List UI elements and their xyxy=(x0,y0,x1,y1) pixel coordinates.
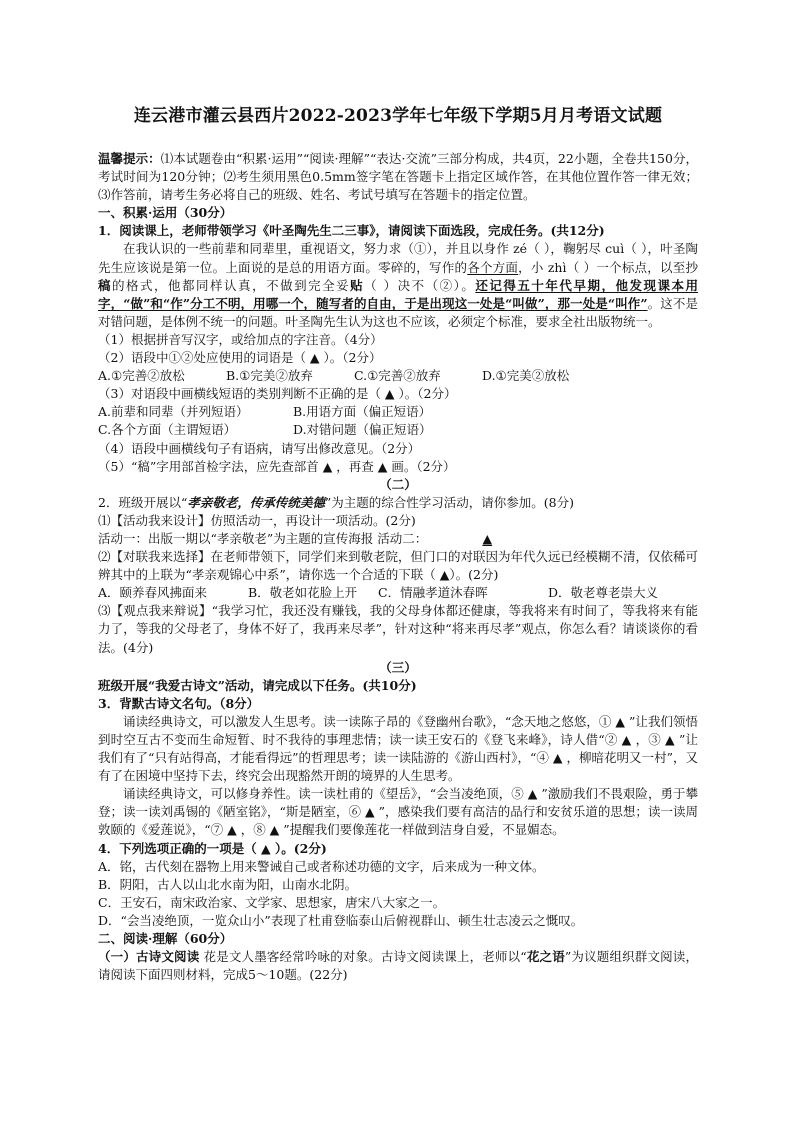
section-3-lead: 班级开展“我爱古诗文”活动，请完成以下任务。(共10分) xyxy=(98,677,417,693)
q2-task-1-line xyxy=(98,530,698,548)
q1-item-1: （1）根据拼音写汉字，或给加点的字注音。（4分） xyxy=(98,331,383,347)
q1-item-5: （5）“稿”字用部首检字法，应先查部首 ▲ ，再查 ▲ 画。（2分） xyxy=(98,458,456,474)
q2-prompt xyxy=(98,494,698,512)
section-3-marker: （三） xyxy=(379,659,417,675)
q1-item-3-options-1 xyxy=(98,403,698,421)
q2-theme: 孝亲敬老，传承传统美德 xyxy=(187,494,325,510)
passage-dotted-1: 稿 xyxy=(98,277,113,293)
option: A.①完善②放松 xyxy=(98,368,185,384)
option: B.①完美②放弃 xyxy=(226,368,313,384)
q1-item-2-options xyxy=(98,367,698,385)
q1-item-3-options-2 xyxy=(98,421,698,439)
option: A．颐养春风拂面来 xyxy=(98,585,208,601)
q2-task-2: ⑵【对联我来选择】在老师带领下，同学们来到敬老院，但门口的对联因为年代久远已经模糊不清，仅依稀可辨其中的上联为“孝亲观锦心中系”，请你选一个合适的下联（ ▲）。(2分) xyxy=(98,549,699,583)
page-title: 连云港市灌云县西片2022-2023学年七年级下学期5月月考语文试题 xyxy=(133,106,663,126)
q2-prompt-c: ”为主题的综合性学习活动，请你参加。(8分) xyxy=(324,494,574,510)
notice-label: 温馨提示： xyxy=(98,151,161,166)
q1-item-3: （3）对语段中画横线短语的类别判断不正确的是（ ▲ ）。（2分） xyxy=(98,386,457,402)
passage-dotted-2: 贴 xyxy=(350,277,365,293)
q4-option-b: B．阴阳，古人以山北水南为阳，山南水北阴。 xyxy=(98,876,358,892)
q4-prompt: 4．下列选项正确的一项是（ ▲ ）。(2分) xyxy=(98,840,327,856)
passage-a: 在我认识的一些前辈和同辈里，重视语文，努力求（①），并且以身作 zé（ ），鞠躬尽 cuì（ ），叶圣陶先生应该说是第一位。上面说的是总的用语方面。零碎的，写作的 xyxy=(98,241,698,275)
option: C．情融孝道沐春晖 xyxy=(378,585,488,601)
q2-task-2-options xyxy=(98,584,698,602)
notice xyxy=(98,150,698,204)
option: B．敬老如花脸上开 xyxy=(248,585,358,601)
q1-prompt: 1．阅读课上，老师带领学习《叶圣陶先生二三事》，请阅读下面选段，完成任务。(共12分) xyxy=(98,223,605,239)
passage-underlined-sentence: 还记得五十年代早期，他发现课本用字，“做”和“作”分工不明，用哪一个，随写者的自由，于是出现这一处是“叫做”，那一处是“叫作” xyxy=(98,277,698,311)
part2-sub-text-a: 花是文人墨客经常吟咏的对象。古诗文阅读课上，老师以“ xyxy=(199,949,527,965)
exam-page xyxy=(98,98,698,984)
part2-subsection xyxy=(98,948,698,984)
option: C.①完善②放弃 xyxy=(354,368,441,384)
q1-item-2: （2）语段中①②处应使用的词语是（ ▲ ）。（2分） xyxy=(98,350,382,366)
q3-paragraph-2: 诵读经典诗文，可以修身养性。读一读杜甫的《望岳》，“会当凌绝顶，⑤ ▲ ”激励我们不畏艰险，勇于攀登；读一读刘禹锡的《陋室铭》，“斯是陋室，⑥ ▲ ”，感染我们要有高洁的品行和安贫乐道的思想；读一读周敦颐的《爱莲说》，“⑦ ▲ ，⑧ ▲ ”提醒我们要像莲花一样做到洁身自爱，不显媚态。 xyxy=(98,786,698,838)
option: D.对错问题（偏正短语） xyxy=(293,422,432,438)
q2-task-1-text: 活动一：出版一期以“孝亲敬老”为主题的宣传海报 活动二： xyxy=(98,530,428,546)
notice-text: ⑴本试题卷由“积累·运用”“阅读·理解”“表达·交流”三部分构成，共4页，22小题，全卷共150分，考试时间为120分钟；⑵考生须用黑色0.5mm签字笔在答题卡上指定区域作答，在其他位置作答一律无效；⑶作答前，请考生务必将自己的班级、姓名、考试号填写在答题卡的指定位置。 xyxy=(98,151,698,203)
q4-option-c: C．王安石，南宋政治家、文学家、思想家，唐宋八大家之一。 xyxy=(98,894,446,910)
option: B.用语方面（偏正短语） xyxy=(293,404,432,420)
passage-underline-1: 各个方面 xyxy=(467,259,519,275)
part2-topic: 花之语 xyxy=(526,949,565,965)
part2-sub-label: （一）古诗文阅读 xyxy=(98,949,200,965)
part2-sub-text-c: ”为议题组织群文阅读，请阅读下面四则材料，完成5～10题。(22分) xyxy=(98,949,698,983)
passage-g: （ ）决不（②）。 xyxy=(364,277,476,293)
q2-task-1: ⑴【活动我来设计】仿照活动一，再设计一项活动。(2分) xyxy=(98,512,416,528)
passage-e: 的格式，他都同样认真，不做到完全妥 xyxy=(112,277,351,293)
answer-blank[interactable]: ▲ xyxy=(482,530,493,546)
q4-option-d: D．“会当凌绝顶，一览众山小”表现了杜甫登临泰山后俯视群山、顿生壮志凌云之慨叹。 xyxy=(98,912,584,928)
q3-heading: 3．背默古诗文名句。（8分） xyxy=(98,695,260,711)
q2-task-3: ⑶【观点我来辩说】“我学习忙，我还没有赚钱，我的父母身体都还健康，等我将来有时间了，等我将来有能力了，等我的父母老了，身体不好了，我再来尽孝”，针对这种“将来再尽孝”观点，你怎么看？请谈谈你的看法。(4分) xyxy=(98,603,698,655)
q1-passage xyxy=(98,240,698,330)
passage-i: 。这不是对错问题，是体例不统一的问题。叶圣陶先生认为这也不应该，必须定个标准，要求全社出版物统一。 xyxy=(98,295,698,329)
option: D.①完美②放松 xyxy=(482,368,570,384)
passage-c: ，小 zhì（ ）一个标点，以至抄 xyxy=(518,259,698,275)
section-2-marker: （二） xyxy=(379,476,417,492)
option: A.前辈和同辈（并列短语） xyxy=(98,404,249,420)
option: C.各个方面（主谓短语） xyxy=(98,422,237,438)
part2-heading: 二、阅读·理解（60分） xyxy=(98,931,233,947)
q4-option-a: A．铭，古代刻在器物上用来警诫自己或者称述功德的文字，后来成为一种文体。 xyxy=(98,858,545,874)
option: D．敬老尊老崇大义 xyxy=(548,585,659,601)
part1-heading: 一、积累·运用（30分） xyxy=(98,205,233,221)
q1-item-4: （4）语段中画横线句子有语病，请写出修改意见。（2分） xyxy=(98,440,421,456)
q3-paragraph-1: 诵读经典诗文，可以激发人生思考。读一读陈子昂的《登幽州台歌》，“念天地之悠悠，① ▲ ”让我们领悟到时空互古不变而生命短暂、时不我待的事理悲情；读一读王安石的《登飞来峰》，诗人借“② ▲ ，③ ▲ ”让我们有了“只有站得高，才能看得远”的哲理思考；读一读陆游的《游山西村》，“④ ▲ ，柳暗花明又一村”，又有了在困境中坚持下去，终究会出现豁然开朗的境界的人生思考。 xyxy=(98,713,698,784)
q2-prompt-a: 2．班级开展以“ xyxy=(98,494,188,510)
